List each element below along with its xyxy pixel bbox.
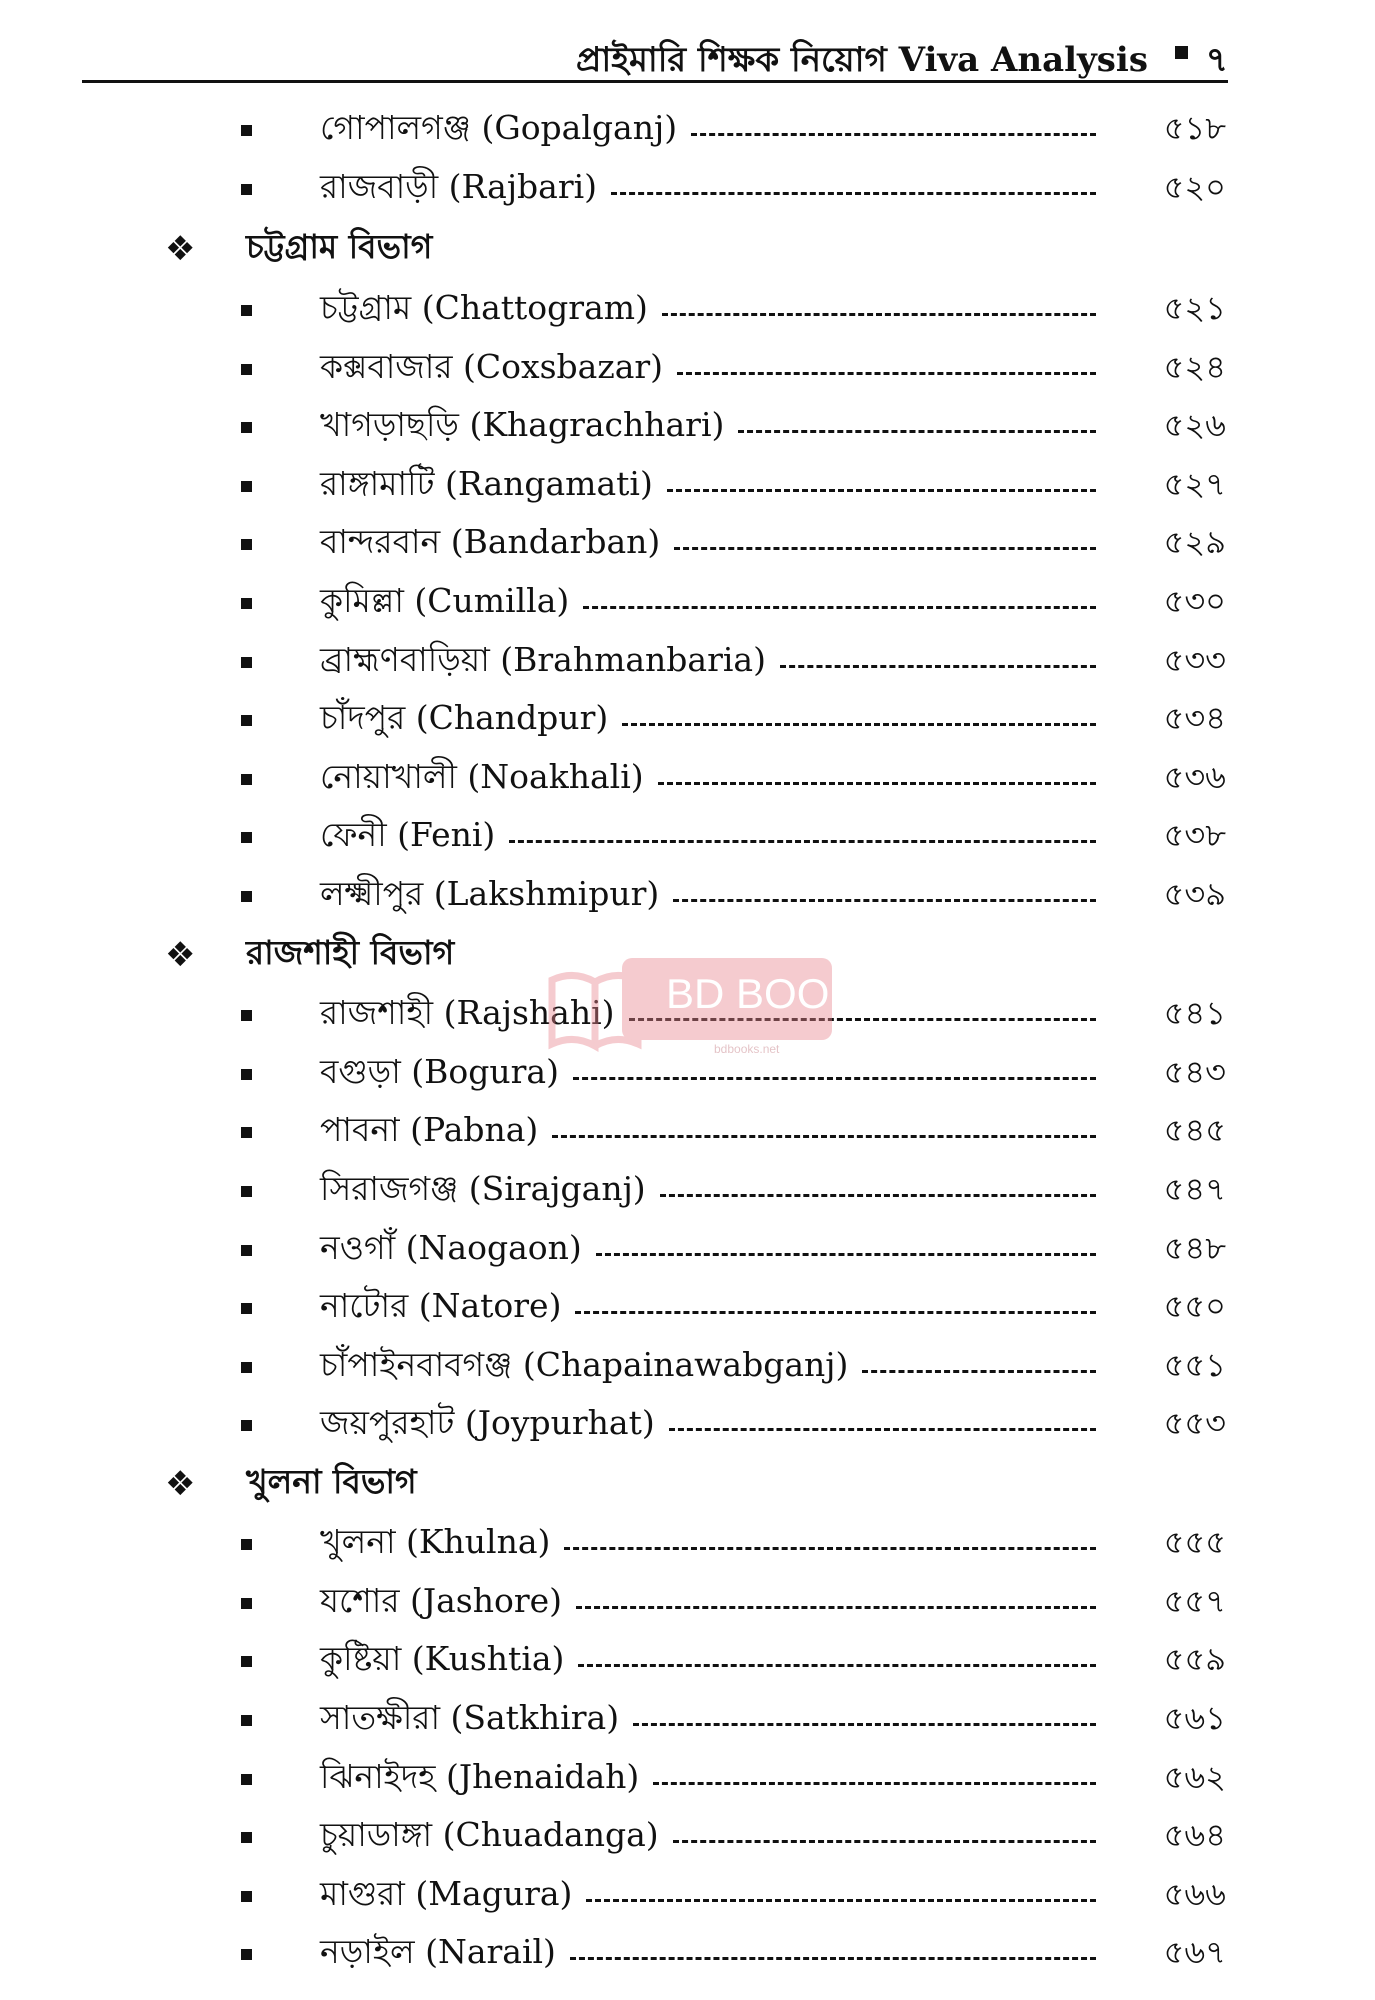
dotted-leader [509,840,1096,843]
district-name: নড়াইল (Narail) [320,1932,556,1971]
page-ref: ৫৩০ [1163,582,1226,620]
dotted-leader [673,1840,1096,1843]
toc-entry [241,1052,1226,1096]
toc-entry [241,1639,1226,1683]
dotted-leader [564,1547,1096,1550]
district-name: কক্সবাজার (Coxsbazar) [320,347,664,386]
toc-entry [241,1169,1226,1213]
black-square-icon [241,1245,252,1256]
toc-entry [241,1345,1226,1389]
page-ref: ৫৪১ [1163,994,1226,1032]
black-square-icon [241,125,252,136]
district-name: ঝিনাইদহ (Jhenaidah) [320,1757,640,1796]
toc-entry [241,1874,1226,1918]
black-square-icon [241,1303,252,1314]
four-diamond-icon: ❖ [165,229,196,269]
district-name: খুলনা (Khulna) [320,1522,551,1561]
dotted-leader [576,1606,1096,1609]
district-name: ফেনী (Feni) [320,815,496,854]
toc-entry [241,874,1226,918]
black-square-icon [241,1010,252,1021]
page-ref: ৫৫৯ [1163,1640,1226,1678]
toc-entry [241,1403,1226,1447]
black-square-icon [241,1715,252,1726]
black-square-icon [241,1774,252,1785]
section-heading [165,933,454,977]
district-name: সিরাজগঞ্জ (Sirajganj) [320,1169,646,1208]
district-name: গোপালগঞ্জ (Gopalganj) [320,108,678,147]
toc-entry [241,347,1226,391]
toc-entry [241,757,1226,801]
district-name: রাজবাড়ী (Rajbari) [320,167,598,206]
dotted-leader [660,1194,1096,1197]
dotted-leader [573,1077,1096,1080]
dotted-leader [633,1723,1096,1726]
page-ref: ৫৪৫ [1163,1111,1226,1149]
district-name: জয়পুরহাট (Joypurhat) [320,1403,655,1442]
black-square-icon [241,891,252,902]
district-name: যশোর (Jashore) [320,1581,563,1620]
black-square-icon [241,1891,252,1902]
black-square-icon [241,1186,252,1197]
district-name: নোয়াখালী (Noakhali) [320,757,644,796]
black-square-icon [241,481,252,492]
page-ref: ৫২০ [1163,168,1226,206]
page-ref: ৫৫৭ [1163,1582,1226,1620]
section-heading [165,1462,417,1506]
black-square-icon [241,1832,252,1843]
dotted-leader [629,1018,1096,1021]
page-ref: ৫৫১ [1163,1346,1226,1384]
black-square-icon [241,1598,252,1609]
four-diamond-icon: ❖ [165,1464,196,1504]
page-ref: ৫৩৩ [1163,641,1226,679]
toc-entry [241,1698,1226,1742]
page-ref: ৫২৪ [1163,348,1226,386]
black-square-icon [241,657,252,668]
watermark-brand: BD BOOKS [666,970,886,1017]
district-name: চট্টগ্রাম (Chattogram) [320,288,648,327]
district-name: কুষ্টিয়া (Kushtia) [320,1639,565,1678]
section-title: রাজশাহী বিভাগ [246,933,455,972]
page-ref: ৫৪৮ [1163,1229,1226,1267]
black-square-icon [241,1362,252,1373]
district-name: চাঁদপুর (Chandpur) [320,698,609,737]
district-name: বান্দরবান (Bandarban) [320,522,661,561]
toc-entry [241,815,1226,859]
black-square-icon [241,1069,252,1080]
district-name: ব্রাহ্মণবাড়িয়া (Brahmanbaria) [320,640,766,679]
watermark-site: bdbooks.net [714,1042,780,1056]
toc-entry [241,993,1226,1037]
dotted-leader [780,665,1096,668]
dotted-leader [575,1311,1096,1314]
toc-entry [241,1581,1226,1625]
black-square-icon [241,832,252,843]
section-heading [165,227,432,271]
dotted-leader [583,606,1096,609]
page-number: ৭ [1205,40,1228,80]
toc-entry [241,522,1226,566]
section-title: খুলনা বিভাগ [246,1462,417,1501]
page-ref: ৫৬২ [1163,1758,1226,1796]
black-square-icon [241,715,252,726]
running-title: প্রাইমারি শিক্ষক নিয়োগ Viva Analysis [576,40,1148,80]
dotted-leader [669,1428,1096,1431]
black-square-icon [241,1539,252,1550]
district-name: সাতক্ষীরা (Satkhira) [320,1698,620,1737]
page-ref: ৫১৮ [1163,109,1226,147]
toc-entry [241,581,1226,625]
dotted-leader [862,1370,1096,1373]
page-ref: ৫৬৭ [1163,1933,1226,1971]
dotted-leader [667,489,1096,492]
page-ref: ৫২৬ [1163,406,1226,444]
page-ref: ৫৪৩ [1163,1053,1226,1091]
black-square-icon [241,305,252,316]
page-ref: ৫৩৬ [1163,758,1226,796]
district-name: চুয়াডাঙ্গা (Chuadanga) [320,1815,659,1854]
dotted-leader [622,723,1096,726]
dotted-leader [596,1253,1096,1256]
black-square-icon [241,774,252,785]
dotted-leader [658,782,1096,785]
black-square-icon [241,1949,252,1960]
district-name: রাঙ্গামাটি (Rangamati) [320,464,653,503]
toc-entry [241,1932,1226,1976]
district-name: রাজশাহী (Rajshahi) [320,993,615,1032]
four-diamond-icon: ❖ [165,935,196,975]
district-name: লক্ষ্মীপুর (Lakshmipur) [320,874,660,913]
toc-entry [241,405,1226,449]
page-ref: ৫৬৬ [1163,1875,1226,1913]
toc-entry [241,1815,1226,1859]
page-ref: ৫৩৯ [1163,875,1226,913]
toc-entry [241,1757,1226,1801]
district-name: নাটোর (Natore) [320,1286,562,1325]
toc-entry [241,108,1226,152]
dotted-leader [738,430,1096,433]
page-ref: ৫৫০ [1163,1287,1226,1325]
district-name: মাগুরা (Magura) [320,1874,573,1913]
page-ref: ৫৫৩ [1163,1404,1226,1442]
black-square-icon [241,1656,252,1667]
district-name: কুমিল্লা (Cumilla) [320,581,570,620]
toc-entry [241,167,1226,211]
page-ref: ৫৬১ [1163,1699,1226,1737]
black-square-icon [241,539,252,550]
page-ref: ৫৩৮ [1163,816,1226,854]
toc-entry [241,1286,1226,1330]
black-square-icon [241,422,252,433]
black-square-icon [241,1127,252,1138]
dotted-leader [653,1782,1096,1785]
district-name: খাগড়াছড়ি (Khagrachhari) [320,405,725,444]
dotted-leader [673,899,1096,902]
toc-entry [241,1228,1226,1272]
district-name: নওগাঁ (Naogaon) [320,1228,582,1267]
district-name: বগুড়া (Bogura) [320,1052,559,1091]
section-title: চট্টগ্রাম বিভাগ [246,227,433,266]
dotted-leader [691,133,1096,136]
dotted-leader [586,1899,1096,1902]
toc-entry [241,464,1226,508]
district-name: পাবনা (Pabna) [320,1110,539,1149]
dotted-leader [677,372,1096,375]
black-square-icon [241,1420,252,1431]
dotted-leader [662,313,1096,316]
dotted-leader [578,1664,1096,1667]
black-square-icon [241,364,252,375]
toc-entry [241,640,1226,684]
black-square-icon [241,598,252,609]
toc-entry [241,288,1226,332]
dotted-leader [552,1135,1096,1138]
page-ref: ৫২৯ [1163,523,1226,561]
dotted-leader [674,547,1096,550]
toc-entry [241,1110,1226,1154]
page-ref: ৫৩৪ [1163,699,1226,737]
page-ref: ৫২৭ [1163,465,1226,503]
page-ref: ৫২১ [1163,289,1226,327]
page-ref: ৫৬৪ [1163,1816,1226,1854]
dotted-leader [611,192,1096,195]
page-ref: ৫৫৫ [1163,1523,1226,1561]
district-name: চাঁপাইনবাবগঞ্জ (Chapainawabganj) [320,1345,849,1384]
toc-entry [241,698,1226,742]
toc-entry [241,1522,1226,1566]
black-square-icon [241,184,252,195]
dotted-leader [570,1957,1096,1960]
page-ref: ৫৪৭ [1163,1170,1226,1208]
